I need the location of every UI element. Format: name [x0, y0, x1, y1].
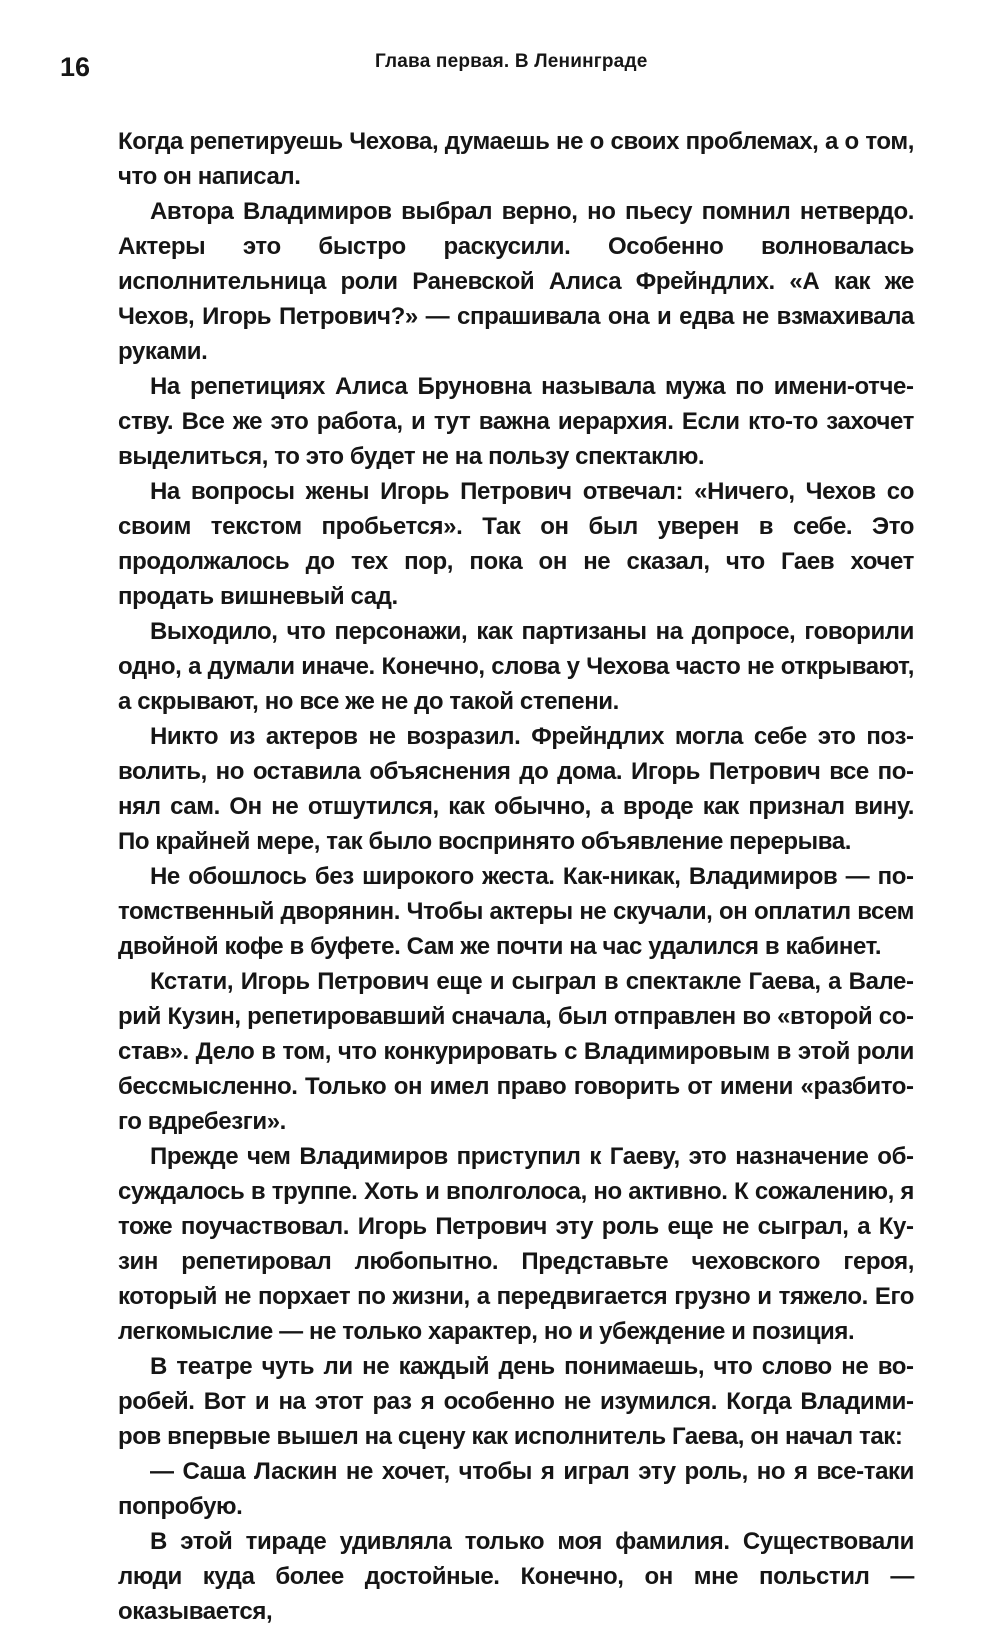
- running-title: Глава первая. В Ленинграде: [375, 51, 648, 72]
- paragraph: На вопросы жены Игорь Петрович отвечал: «Ничего, Чехов со своим текстом пробьется». Так он был уверен в себе. Это продолжалось до тех пор, пока он не сказал, что Гаев хочет продать вишневый сад.: [118, 478, 914, 610]
- page-number: 16: [60, 52, 91, 82]
- paragraph: Автора Владимиров выбрал верно, но пьесу помнил нетвердо. Актеры это быстро раскусили. Особенно волновалась исполнительница роли Раневской Алиса Фрейндлих. «А как же Чехов, Игорь Петрович?» — спрашивала она и едва не взмахивала руками.: [118, 198, 914, 365]
- paragraph: Когда репетируешь Чехова, думаешь не о своих проблемах, а о том, что он написал.: [118, 128, 914, 190]
- paragraph: В театре чуть ли не каждый день понимаешь, что слово не воробей. Вот и на этот раз я особенно не изумился. Когда Владимиров впервые вышел на сцену как исполнитель Гаева, он начал так:: [118, 1353, 914, 1450]
- paragraph: Не обошлось без широкого жеста. Как-никак, Владимиров — потомственный дворянин. Чтобы актеры не скучали, он оплатил всем двойной кофе в буфете. Сам же почти на час удалился в кабинет.: [118, 863, 914, 960]
- paragraph: Выходило, что персонажи, как партизаны на допросе, говорили одно, а думали иначе. Конечно, слова у Чехова часто не открывают, а скрывают, но все же не до такой степени.: [118, 618, 914, 715]
- paragraph: Кстати, Игорь Петрович еще и сыграл в спектакле Гаева, а Валерий Кузин, репетировавший сначала, был отправлен во «второй состав». Дело в том, что конкурировать с Владимировым в этой роли бессмысленно. Только он имел право говорить от имени «разбитого вдребезги».: [118, 968, 914, 1135]
- dialogue-line: — Саша Ласкин не хочет, чтобы я играл эту роль, но я все-таки попробую.: [118, 1458, 914, 1520]
- paragraph: Никто из актеров не возразил. Фрейндлих могла себе это позволить, но оставила объяснения до дома. Игорь Петрович все понял сам. Он не отшутился, как обычно, а вроде как признал вину. По крайней мере, так было воспринято объявление перерыва.: [118, 723, 914, 855]
- body-text: [118, 124, 914, 1629]
- paragraph: На репетициях Алиса Бруновна называла мужа по имени-отчеству. Все же это работа, и тут важна иерархия. Если кто-то захочет выделиться, то это будет не на пользу спектаклю.: [118, 373, 914, 470]
- paragraph: Прежде чем Владимиров приступил к Гаеву, это назначение обсуждалось в труппе. Хоть и вполголоса, но активно. К сожалению, я тоже поучаствовал. Игорь Петрович эту роль еще не сыграл, а Кузин репетировал любопытно. Представьте чеховского героя, который не порхает по жизни, а передвигается грузно и тяжело. Его легкомыслие — не только характер, но и убеждение и позиция.: [118, 1143, 914, 1345]
- paragraph: В этой тираде удивляла только моя фамилия. Существовали люди куда более достойные. Конечно, он мне польстил — оказывается,: [118, 1528, 914, 1625]
